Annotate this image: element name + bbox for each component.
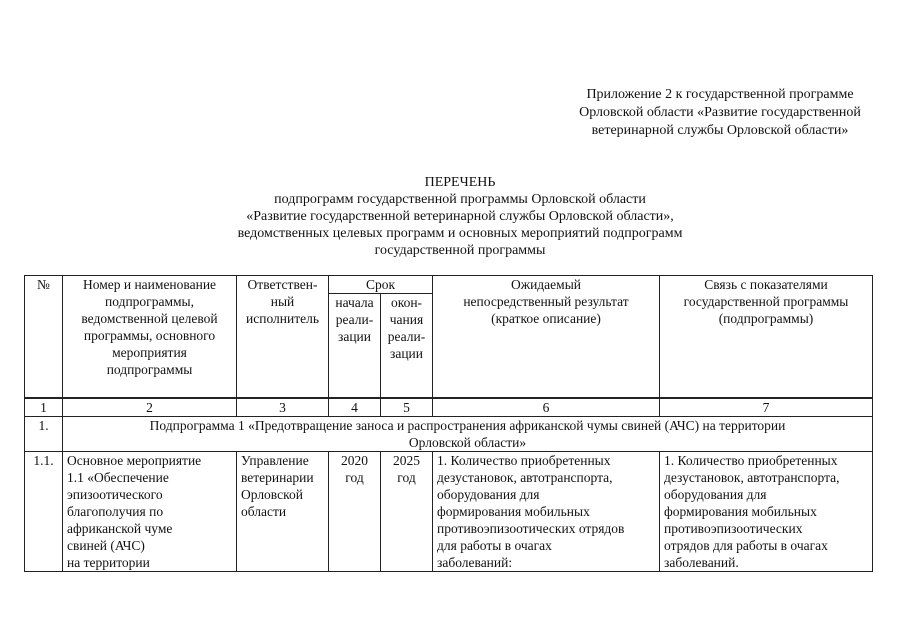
header-link: Связь с показателями государственной программы (подпрограммы) bbox=[660, 276, 873, 398]
header-end: окон- чания реали- зации bbox=[381, 294, 433, 398]
title-line-2: «Развитие государственной ветеринарной службы Орловской области», bbox=[246, 209, 674, 224]
header-no: № bbox=[25, 276, 63, 398]
subprogram-no: 1. bbox=[25, 416, 63, 451]
program-table bbox=[24, 275, 873, 572]
table-row bbox=[25, 451, 873, 571]
col-number: 6 bbox=[433, 398, 660, 417]
title-line-4: государственной программы bbox=[374, 243, 546, 258]
row-end: 2025 год bbox=[381, 451, 433, 571]
title-heading: ПЕРЕЧЕНЬ bbox=[424, 175, 496, 190]
document-title bbox=[150, 174, 770, 259]
header-responsible: Ответствен- ный исполнитель bbox=[237, 276, 329, 398]
col-number: 1 bbox=[25, 398, 63, 417]
col-number: 4 bbox=[329, 398, 381, 417]
subprogram-title: Подпрограмма 1 «Предотвращение заноса и распространения африканской чумы свиней (АЧС) на территории Орловской области» bbox=[63, 416, 873, 451]
header-name: Номер и наименование подпрограммы, ведомственной целевой программы, основного мероприятия подпрограммы bbox=[63, 276, 237, 398]
appendix-line-1: Приложение 2 к государственной программе bbox=[586, 87, 854, 102]
row-name: Основное мероприятие 1.1 «Обеспечение эпизоотического благополучия по африканской чуме свиней (АЧС) на территории bbox=[63, 451, 237, 571]
col-number: 7 bbox=[660, 398, 873, 417]
header-start: начала реали- зации bbox=[329, 294, 381, 398]
row-link: 1. Количество приобретенных дезустановок, автотранспорта, оборудования для формирования мобильных противоэпизоотических отрядов для работы в очагах заболеваний. bbox=[660, 451, 873, 571]
appendix-note bbox=[560, 86, 880, 140]
title-line-1: подпрограмм государственной программы Орловской области bbox=[274, 192, 646, 207]
title-line-3: ведомственных целевых программ и основных мероприятий подпрограмм bbox=[237, 226, 683, 241]
subprogram-row bbox=[25, 416, 873, 451]
appendix-line-3: ветеринарной службы Орловской области» bbox=[591, 123, 849, 138]
header-period: Срок bbox=[329, 276, 433, 294]
row-no: 1.1. bbox=[25, 451, 63, 571]
row-responsible: Управление ветеринарии Орловской области bbox=[237, 451, 329, 571]
col-number: 3 bbox=[237, 398, 329, 417]
header-result: Ожидаемый непосредственный результат (краткое описание) bbox=[433, 276, 660, 398]
appendix-line-2: Орловской области «Развитие государственной bbox=[579, 105, 861, 120]
col-number: 5 bbox=[381, 398, 433, 417]
row-start: 2020 год bbox=[329, 451, 381, 571]
column-numbers-row bbox=[25, 398, 873, 417]
row-result: 1. Количество приобретенных дезустановок, автотранспорта, оборудования для формирования мобильных противоэпизоотических отрядов для работы в очагах заболеваний: bbox=[433, 451, 660, 571]
col-number: 2 bbox=[63, 398, 237, 417]
